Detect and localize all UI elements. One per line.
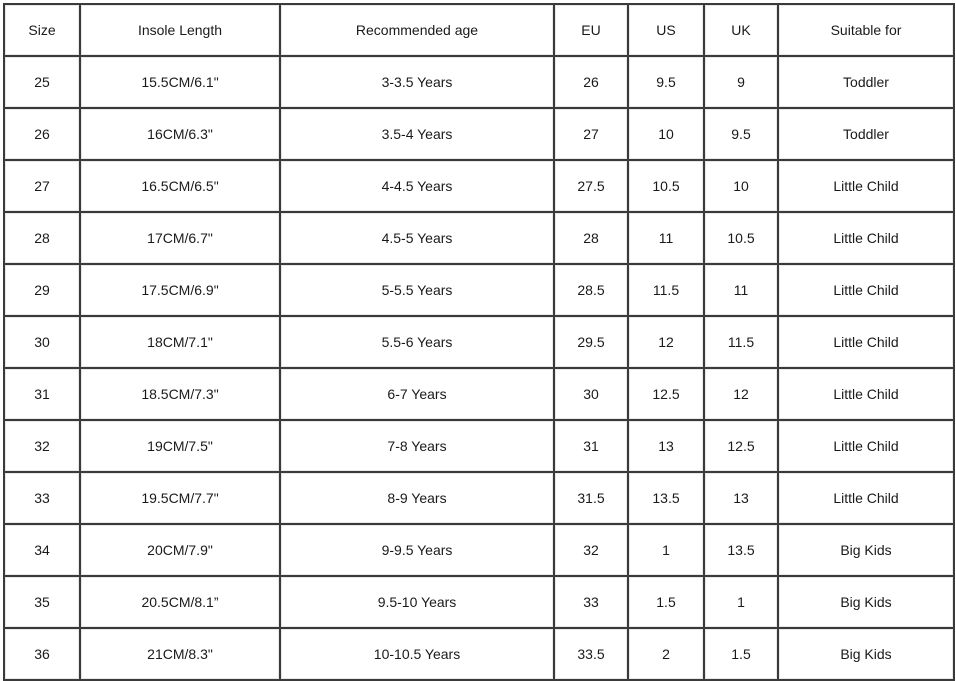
cell-us: 12.5: [628, 368, 704, 420]
cell-size: 27: [4, 160, 80, 212]
cell-suitable-for: Toddler: [778, 108, 954, 160]
cell-uk: 11.5: [704, 316, 778, 368]
cell-eu: 28.5: [554, 264, 628, 316]
cell-uk: 13.5: [704, 524, 778, 576]
cell-suitable-for: Toddler: [778, 56, 954, 108]
cell-us: 2: [628, 628, 704, 680]
cell-size: 34: [4, 524, 80, 576]
cell-insole-length: 21CM/8.3": [80, 628, 280, 680]
cell-us: 10: [628, 108, 704, 160]
cell-recommended-age: 4.5-5 Years: [280, 212, 554, 264]
cell-recommended-age: 6-7 Years: [280, 368, 554, 420]
table-row: [4, 472, 954, 524]
cell-eu: 29.5: [554, 316, 628, 368]
cell-suitable-for: Big Kids: [778, 524, 954, 576]
header-recommended-age: Recommended age: [280, 4, 554, 56]
cell-uk: 11: [704, 264, 778, 316]
cell-eu: 26: [554, 56, 628, 108]
cell-eu: 32: [554, 524, 628, 576]
cell-us: 11: [628, 212, 704, 264]
cell-suitable-for: Big Kids: [778, 576, 954, 628]
table-row: [4, 524, 954, 576]
cell-uk: 1: [704, 576, 778, 628]
cell-insole-length: 18CM/7.1": [80, 316, 280, 368]
cell-us: 10.5: [628, 160, 704, 212]
table-row: [4, 56, 954, 108]
header-uk: UK: [704, 4, 778, 56]
table-row: [4, 576, 954, 628]
cell-insole-length: 16.5CM/6.5": [80, 160, 280, 212]
table-row: [4, 420, 954, 472]
table-row: [4, 368, 954, 420]
cell-suitable-for: Little Child: [778, 264, 954, 316]
header-us: US: [628, 4, 704, 56]
cell-insole-length: 17.5CM/6.9": [80, 264, 280, 316]
cell-size: 31: [4, 368, 80, 420]
cell-eu: 31.5: [554, 472, 628, 524]
size-chart-table: [3, 3, 955, 681]
cell-insole-length: 19.5CM/7.7": [80, 472, 280, 524]
cell-recommended-age: 5-5.5 Years: [280, 264, 554, 316]
cell-eu: 28: [554, 212, 628, 264]
cell-us: 11.5: [628, 264, 704, 316]
cell-insole-length: 17CM/6.7": [80, 212, 280, 264]
cell-eu: 27: [554, 108, 628, 160]
header-size: Size: [4, 4, 80, 56]
cell-uk: 1.5: [704, 628, 778, 680]
table-row: [4, 108, 954, 160]
table-row: [4, 264, 954, 316]
cell-size: 26: [4, 108, 80, 160]
cell-us: 13.5: [628, 472, 704, 524]
cell-size: 29: [4, 264, 80, 316]
cell-insole-length: 20.5CM/8.1”: [80, 576, 280, 628]
cell-recommended-age: 3.5-4 Years: [280, 108, 554, 160]
cell-eu: 31: [554, 420, 628, 472]
header-suitable-for: Suitable for: [778, 4, 954, 56]
cell-recommended-age: 4-4.5 Years: [280, 160, 554, 212]
cell-suitable-for: Little Child: [778, 420, 954, 472]
cell-suitable-for: Little Child: [778, 316, 954, 368]
cell-uk: 12: [704, 368, 778, 420]
cell-recommended-age: 9-9.5 Years: [280, 524, 554, 576]
cell-recommended-age: 9.5-10 Years: [280, 576, 554, 628]
cell-size: 30: [4, 316, 80, 368]
cell-us: 9.5: [628, 56, 704, 108]
header-eu: EU: [554, 4, 628, 56]
cell-eu: 30: [554, 368, 628, 420]
cell-uk: 9: [704, 56, 778, 108]
table-row: [4, 212, 954, 264]
table-body: [4, 56, 954, 680]
cell-us: 1: [628, 524, 704, 576]
cell-us: 12: [628, 316, 704, 368]
cell-eu: 33.5: [554, 628, 628, 680]
cell-size: 36: [4, 628, 80, 680]
cell-size: 28: [4, 212, 80, 264]
cell-insole-length: 19CM/7.5": [80, 420, 280, 472]
cell-uk: 9.5: [704, 108, 778, 160]
table-row: [4, 160, 954, 212]
table-row: [4, 316, 954, 368]
cell-insole-length: 15.5CM/6.1": [80, 56, 280, 108]
cell-us: 13: [628, 420, 704, 472]
cell-recommended-age: 10-10.5 Years: [280, 628, 554, 680]
cell-recommended-age: 7-8 Years: [280, 420, 554, 472]
cell-insole-length: 16CM/6.3": [80, 108, 280, 160]
cell-size: 25: [4, 56, 80, 108]
cell-size: 35: [4, 576, 80, 628]
header-insole-length: Insole Length: [80, 4, 280, 56]
cell-suitable-for: Little Child: [778, 160, 954, 212]
size-chart-container: [3, 3, 953, 662]
cell-suitable-for: Little Child: [778, 368, 954, 420]
cell-uk: 10.5: [704, 212, 778, 264]
header-row: [4, 4, 954, 56]
cell-uk: 12.5: [704, 420, 778, 472]
cell-size: 32: [4, 420, 80, 472]
cell-insole-length: 20CM/7.9": [80, 524, 280, 576]
cell-insole-length: 18.5CM/7.3": [80, 368, 280, 420]
cell-suitable-for: Big Kids: [778, 628, 954, 680]
cell-recommended-age: 5.5-6 Years: [280, 316, 554, 368]
cell-recommended-age: 3-3.5 Years: [280, 56, 554, 108]
cell-uk: 13: [704, 472, 778, 524]
cell-recommended-age: 8-9 Years: [280, 472, 554, 524]
cell-size: 33: [4, 472, 80, 524]
cell-uk: 10: [704, 160, 778, 212]
table-row: [4, 628, 954, 680]
cell-suitable-for: Little Child: [778, 472, 954, 524]
cell-eu: 33: [554, 576, 628, 628]
cell-us: 1.5: [628, 576, 704, 628]
cell-eu: 27.5: [554, 160, 628, 212]
cell-suitable-for: Little Child: [778, 212, 954, 264]
